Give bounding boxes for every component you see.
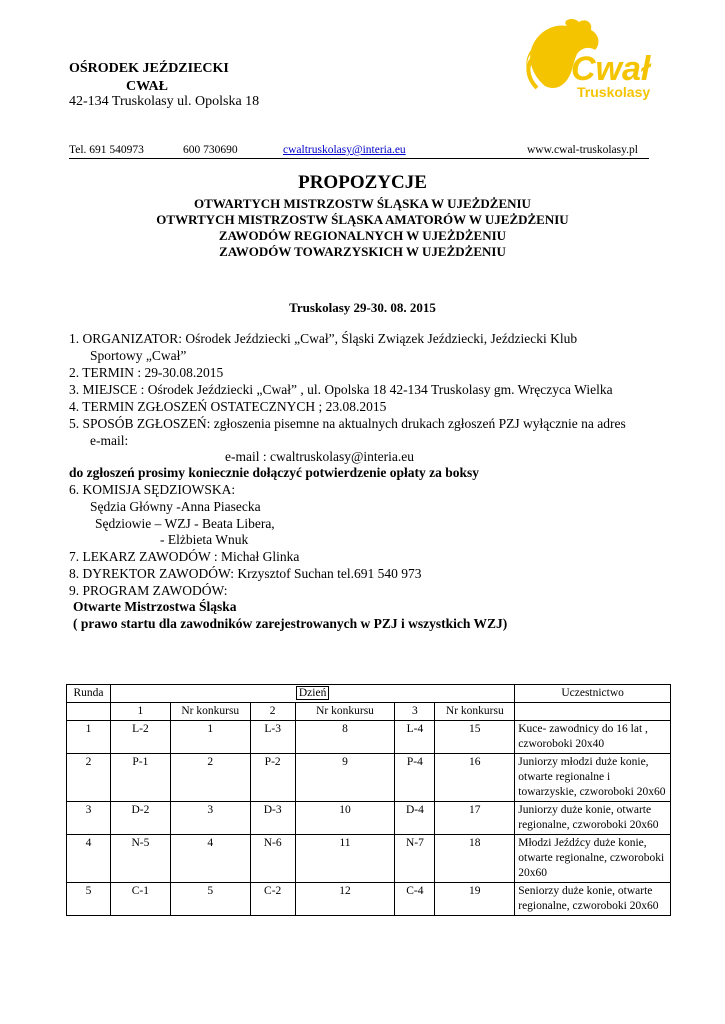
cell-nr1: 2 (170, 754, 250, 802)
subheader-empty (67, 703, 111, 721)
cell-day3: P-4 (395, 754, 435, 802)
judge-extra: - Elżbieta Wnuk (160, 532, 249, 547)
cwal-logo (515, 16, 651, 111)
cell-day1: P-1 (110, 754, 170, 802)
item-registration: 5. SPOSÓB ZGŁOSZEŃ: zgłoszenia pisemne na aktualnych drukach zgłoszeń PZJ wyłącznie na adres (69, 416, 626, 431)
cell-nr2: 9 (295, 754, 395, 802)
registration-notice: do zgłoszeń prosimy koniecznie dołączyć potwierdzenie opłaty za boksy (69, 465, 479, 480)
cell-runda: 4 (67, 835, 111, 883)
cell-day2: P-2 (250, 754, 295, 802)
item-director: 8. DYREKTOR ZAWODÓW: Krzysztof Suchan tel.691 540 973 (69, 566, 422, 581)
organization-address: 42-134 Truskolasy ul. Opolska 18 (69, 94, 260, 109)
cell-desc: Seniorzy duże konie, otwarte regionalne, czworoboki 20x60 (515, 883, 671, 916)
logo-subtitle: Truskolasy (577, 84, 651, 100)
subheader-empty-2 (515, 703, 671, 721)
subheader-day-3: 3 (395, 703, 435, 721)
website-link[interactable]: www.cwal-truskolasy.pl (527, 144, 638, 156)
organization-name: OŚRODEK JEŹDZIECKI (69, 61, 229, 76)
program-title: Otwarte Mistrzostwa Śląska (73, 599, 237, 614)
chief-judge: Sędzia Główny -Anna Piasecka (90, 499, 261, 514)
subtitle-1: OTWARTYCH MISTRZOSTW ŚLĄSKA W UJEŻDŻENIU (194, 196, 531, 211)
cell-nr2: 8 (295, 721, 395, 754)
item-program: 9. PROGRAM ZAWODÓW: (69, 583, 228, 598)
item-doctor: 7. LEKARZ ZAWODÓW : Michał Glinka (69, 549, 300, 564)
item-registration-email-label: e-mail: (90, 433, 129, 448)
item-term: 2. TERMIN : 29-30.08.2015 (69, 365, 224, 380)
cell-day2: L-3 (250, 721, 295, 754)
subheader-day-1: 1 (110, 703, 170, 721)
header-dzien (110, 685, 514, 703)
subheader-nr-3: Nr konkursu (435, 703, 515, 721)
cell-nr1: 5 (170, 883, 250, 916)
program-note: ( prawo startu dla zawodników zarejestrowanych w PZJ i wszystkich WZJ) (73, 616, 508, 631)
cell-desc: Młodzi Jeźdźcy duże konie, otwarte regionalne, czworoboki 20x60 (515, 835, 671, 883)
table-row (67, 835, 671, 883)
cell-runda: 3 (67, 802, 111, 835)
cell-nr3: 17 (435, 802, 515, 835)
table-subheader-row (67, 703, 671, 721)
cell-desc: Juniorzy młodzi duże konie, otwarte regionalne i towarzyskie, czworoboki 20x60 (515, 754, 671, 802)
subtitle-4: ZAWODÓW TOWARZYSKICH W UJEŻDŻENIU (219, 244, 506, 259)
cell-nr1: 1 (170, 721, 250, 754)
subheader-day-2: 2 (250, 703, 295, 721)
cell-nr1: 4 (170, 835, 250, 883)
header-dzien-label: Dzień (296, 686, 329, 700)
item-registration-email: e-mail : cwaltruskolasy@interia.eu (225, 449, 414, 464)
phone-1: Tel. 691 540973 (69, 144, 144, 156)
header-runda: Runda (67, 685, 111, 703)
cell-nr3: 19 (435, 883, 515, 916)
cell-runda: 1 (67, 721, 111, 754)
cell-day1: L-2 (110, 721, 170, 754)
cell-runda: 2 (67, 754, 111, 802)
cell-day1: C-1 (110, 883, 170, 916)
table-row (67, 883, 671, 916)
cell-nr3: 18 (435, 835, 515, 883)
subtitle-2: OTWRTYCH MISTRZOSTW ŚLĄSKA AMATORÓW W UJEŻDŻENIU (156, 212, 569, 227)
item-place: 3. MIEJSCE : Ośrodek Jeździecki „Cwał” , ul. Opolska 18 42-134 Truskolasy gm. Wręczyca Wielka (69, 382, 613, 397)
phone-2: 600 730690 (183, 144, 238, 156)
table-header-row (67, 685, 671, 703)
organization-name-line2: CWAŁ (126, 79, 169, 94)
cell-day1: D-2 (110, 802, 170, 835)
cell-nr3: 15 (435, 721, 515, 754)
cell-nr1: 3 (170, 802, 250, 835)
cell-day3: C-4 (395, 883, 435, 916)
cell-nr2: 10 (295, 802, 395, 835)
subheader-nr-2: Nr konkursu (295, 703, 395, 721)
item-organizer-cont: Sportowy „Cwał” (90, 348, 187, 363)
header-uczestnictwo: Uczestnictwo (515, 685, 671, 703)
table-row (67, 754, 671, 802)
cell-day2: N-6 (250, 835, 295, 883)
subtitle-3: ZAWODÓW REGIONALNYCH W UJEŻDŻENIU (218, 228, 507, 243)
item-deadline: 4. TERMIN ZGŁOSZEŃ OSTATECZNYCH ; 23.08.2015 (69, 399, 387, 414)
cell-nr2: 12 (295, 883, 395, 916)
item-organizer: 1. ORGANIZATOR: Ośrodek Jeździecki „Cwał”, Śląski Związek Jeździecki, Jeździecki Klub (69, 331, 578, 346)
judges-wzj: Sędziowie – WZJ - Beata Libera, (95, 516, 275, 531)
subheader-nr-1: Nr konkursu (170, 703, 250, 721)
cell-runda: 5 (67, 883, 111, 916)
header-divider (69, 158, 649, 159)
table-row (67, 802, 671, 835)
logo-word: Cwał (571, 50, 651, 88)
cell-day3: L-4 (395, 721, 435, 754)
cell-day3: D-4 (395, 802, 435, 835)
email-link[interactable]: cwaltruskolasy@interia.eu (283, 144, 406, 156)
table-row (67, 721, 671, 754)
cell-day1: N-5 (110, 835, 170, 883)
page-title: PROPOZYCJE (298, 172, 427, 193)
cell-day2: D-3 (250, 802, 295, 835)
cell-desc: Kuce- zawodnicy do 16 lat , czworoboki 20x40 (515, 721, 671, 754)
program-table (66, 684, 671, 916)
cell-nr3: 16 (435, 754, 515, 802)
cell-day2: C-2 (250, 883, 295, 916)
cell-day3: N-7 (395, 835, 435, 883)
event-date: Truskolasy 29-30. 08. 2015 (289, 300, 436, 315)
cell-nr2: 11 (295, 835, 395, 883)
cell-desc: Juniorzy duże konie, otwarte regionalne, czworoboki 20x60 (515, 802, 671, 835)
item-judges: 6. KOMISJA SĘDZIOWSKA: (69, 482, 236, 497)
